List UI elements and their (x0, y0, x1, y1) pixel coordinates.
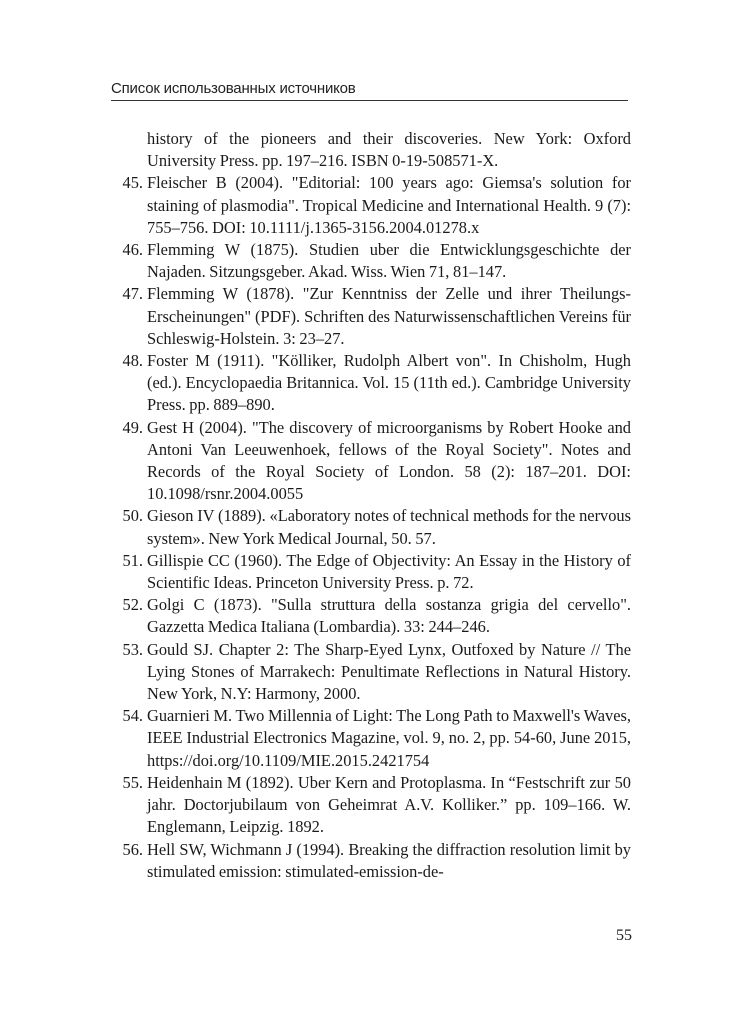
reference-text: Hell SW, Wichmann J (1994). Breaking the diffraction resolution limit by stimulated emission: stimulated-emission-de- (147, 839, 631, 881)
reference-text: Gieson IV (1889). «Laboratory notes of technical methods for the nervous system». New York Medical Journal, 50. 57. (147, 506, 631, 548)
reference-item (111, 350, 631, 417)
reference-text: Gillispie CC (1960). The Edge of Objectivity: An Essay in the History of Scientific Ideas. Princeton University Press. p. 72. (147, 550, 631, 593)
reference-item (111, 128, 631, 172)
reference-item (111, 839, 631, 883)
reference-list (111, 128, 631, 883)
reference-item (111, 417, 631, 506)
reference-number: 46. (122, 240, 143, 260)
header-title: Список использованных источников (111, 80, 356, 97)
reference-text: Fleischer B (2004). "Editorial: 100 years ago: Giemsa's solution for staining of plasmodia". Tropical Medicine and International Health. 9 (7): 755–756. DOI: 10.1111/j.1365-3156.2004.01278.x (147, 173, 631, 237)
reference-text: Guarnieri M. Two Millennia of Light: The Long Path to Maxwell's Waves, IEEE Industrial Electronics Magazine, vol. 9, no. 2, pp. 54-60, June 2015, https://doi.org/10.1109/MIE.2015.2421754 (147, 706, 631, 770)
reference-item (111, 172, 631, 239)
reference-text: Heidenhain M (1892). Uber Kern and Protoplasma. In “Festschrift zur 50 jahr. Doctorjubilaum von Geheimrat A.V. Kolliker.” pp. 109–166. W. Englemann, Leipzig. 1892. (147, 772, 631, 837)
reference-number: 47. (122, 284, 143, 304)
reference-number: 51. (122, 550, 143, 570)
reference-text: Foster M (1911). "Kölliker, Rudolph Albert von". In Chisholm, Hugh (ed.). Encyclopaedia Britannica. Vol. 15 (11th ed.). Cambridge University Press. pp. 889–890. (147, 351, 631, 415)
reference-item (111, 594, 631, 638)
page-number: 55 (616, 927, 632, 944)
reference-item (111, 239, 631, 283)
reference-text: Gest H (2004). "The discovery of microorganisms by Robert Hooke and Antoni Van Leeuwenhoek, fellows of the Royal Society". Notes and Records of the Royal Society of London. 58 (2): 187–201. DOI: 10.1098/rsnr.2004.0055 (147, 417, 631, 504)
reference-item (111, 772, 631, 839)
running-header (111, 80, 628, 101)
reference-number: 50. (122, 506, 143, 526)
reference-number: 54. (122, 706, 143, 726)
reference-text: Flemming W (1875). Studien uber die Entwicklungsgeschichte der Najaden. Sitzungsgeber. Akad. Wiss. Wien 71, 81–147. (147, 240, 631, 282)
reference-number: 48. (122, 351, 143, 371)
reference-item (111, 550, 631, 594)
reference-number: 45. (122, 173, 143, 193)
reference-text: history of the pioneers and their discoveries. New York: Oxford University Press. pp. 197–216. ISBN 0-19-508571-X. (147, 129, 631, 171)
reference-text: Flemming W (1878). "Zur Kenntniss der Zelle und ihrer Theilungs-Erscheinungen" (PDF). Schriften des Naturwissenschaftlichen Vereins für Schleswig-Holstein. 3: 23–27. (147, 284, 631, 348)
reference-item (111, 705, 631, 772)
reference-item (111, 283, 631, 350)
reference-item (111, 505, 631, 549)
reference-item (111, 639, 631, 706)
reference-text: Gould SJ. Chapter 2: The Sharp-Eyed Lynx, Outfoxed by Nature // The Lying Stones of Marrakech: Penultimate Reflections in Natural History. New York, N.Y: Harmony, 2000. (147, 639, 631, 704)
reference-text: Golgi C (1873). "Sulla struttura della sostanza grigia del cervello". Gazzetta Medica Italiana (Lombardia). 33: 244–246. (147, 595, 631, 637)
reference-number: 49. (122, 417, 143, 437)
reference-number: 55. (122, 772, 143, 792)
reference-number: 53. (122, 639, 143, 659)
reference-number: 56. (122, 839, 143, 859)
reference-number: 52. (122, 595, 143, 615)
